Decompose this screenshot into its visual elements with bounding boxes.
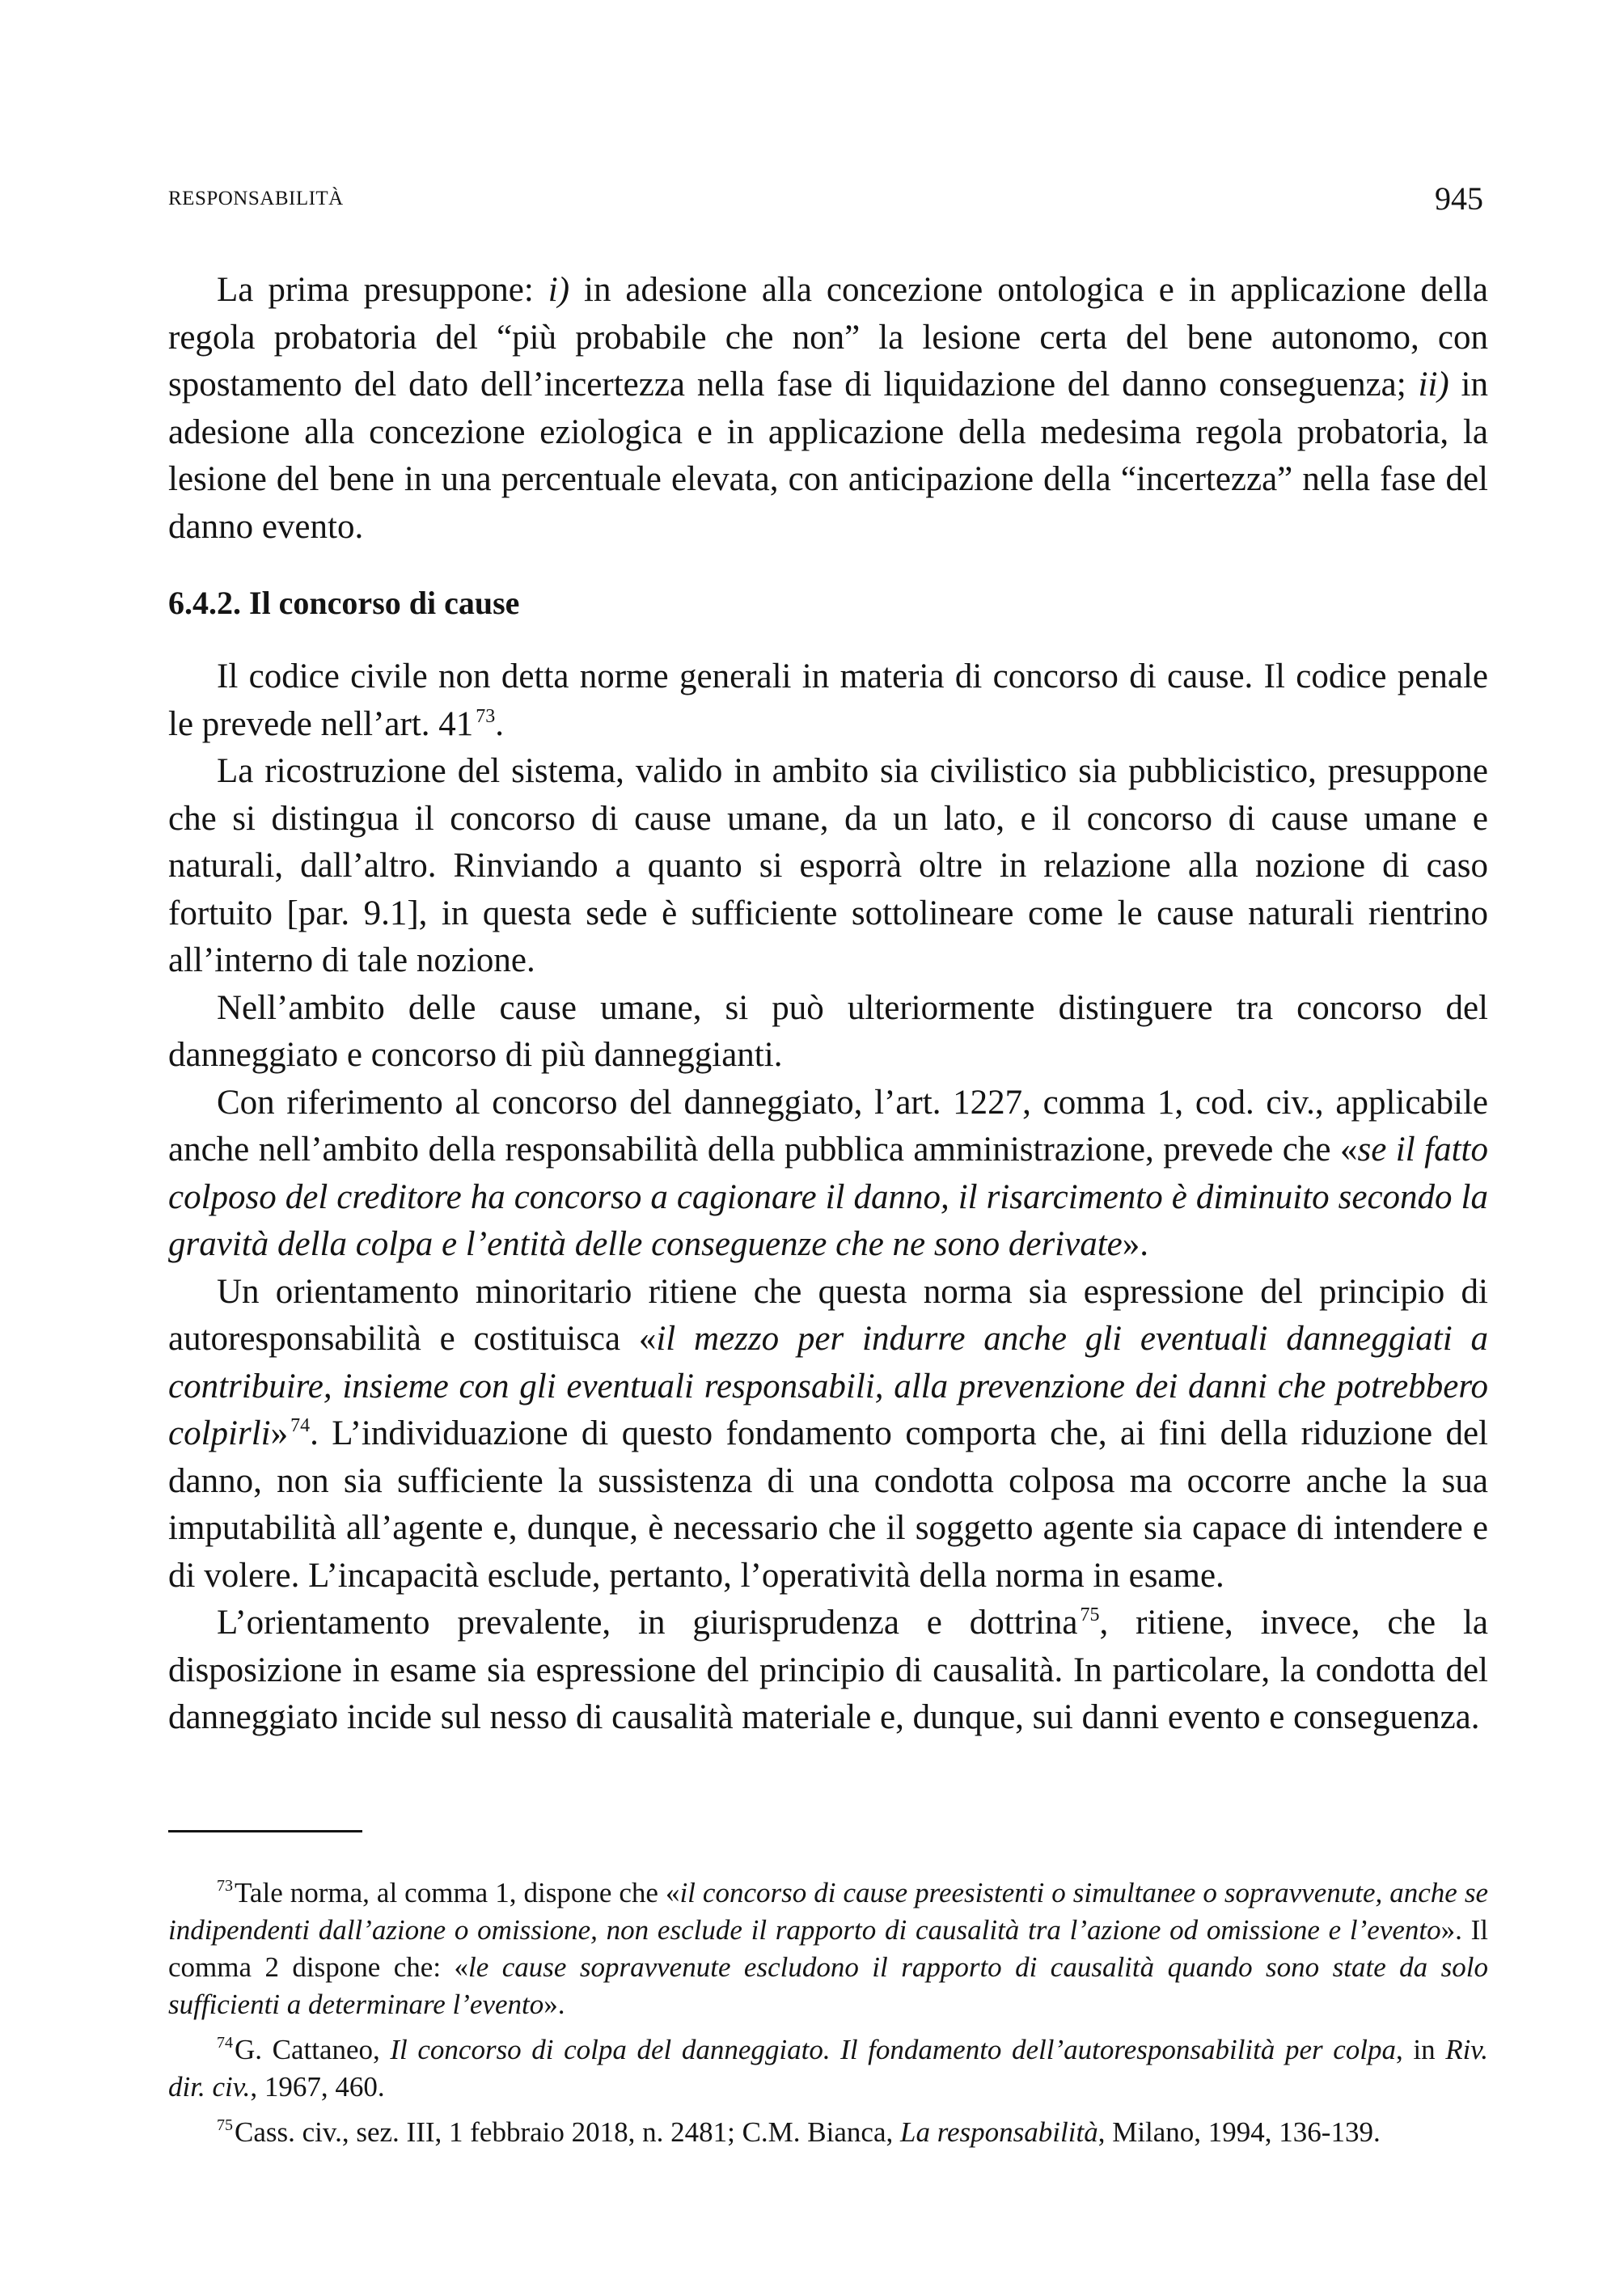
journal-title: Riv. dir. civ. xyxy=(168,2034,1488,2103)
footnote-divider xyxy=(168,1830,362,1832)
footnote-75 xyxy=(168,2114,1488,2151)
paragraph-3: Nell’ambito delle cause umane, si può ulteriormente distinguere tra concorso del danneggiato e concorso di più danneggianti. xyxy=(168,988,1488,1074)
work-title: La responsabilità xyxy=(899,2116,1098,2148)
text-run: , ritiene, invece, che la disposizione in esame sia espressione del principio di causalità. In particolare, la condotta del danneggiato incide sul nesso di causalità materiale e, dunque, sui danni evento e conseguenza. xyxy=(168,1604,1488,1736)
text-run: in adesione alla concezione ontologica e in applicazione della regola probatoria del “più probabile che non” la lesione certa del bene autonomo, con spostamento del dato dell’incertezza nella fase di liquidazione del danno conseguenza; xyxy=(168,271,1488,404)
quotation: se il fatto colposo del creditore ha concorso a cagionare il danno, il risarcimento è diminuito secondo la gravità della colpa e l’entità delle conseguenze che ne sono derivate xyxy=(168,1131,1488,1263)
page-number: 945 xyxy=(1435,180,1483,217)
text-run: Cass. civ., sez. III, 1 febbraio 2018, n. 2481; C.M. Bianca, xyxy=(235,2116,900,2148)
text-run: ». xyxy=(1122,1225,1148,1263)
footnote-74 xyxy=(168,2031,1488,2106)
text-run: . L’individuazione di questo fondamento comporta che, ai fini della riduzione del danno, non sia sufficiente la sussistenza di una condotta colposa ma occorre anche la sua imputabilità all’agente e, dunque, è necessario che il soggetto agente sia capace di intendere e di volere. L’incapacità esclude, pertanto, l’operatività della norma in esame. xyxy=(168,1414,1488,1595)
running-head-title: RESPONSABILITÀ xyxy=(168,188,344,209)
text-run: Un orientamento minoritario ritiene che questa norma sia espressione del principio di autoresponsabilità e costituisca « xyxy=(168,1272,1488,1358)
paragraph-6 xyxy=(168,1600,1488,1742)
paragraph-4 xyxy=(168,1080,1488,1269)
section-heading: 6.4.2. Il concorso di cause xyxy=(168,585,520,621)
text-run: La prima presuppone: xyxy=(217,271,548,309)
footnote-ref-74[interactable]: 74 xyxy=(290,1415,311,1436)
text-run: Il codice civile non detta norme generali in materia di concorso di cause. Il codice penale le prevede nell’art. 41 xyxy=(168,657,1488,743)
text-run: » xyxy=(270,1414,289,1452)
footnotes xyxy=(168,1875,1488,2159)
text-run: L’orientamento prevalente, in giurisprudenza e dottrina xyxy=(217,1604,1078,1642)
quotation: il concorso di cause preesistenti o simultanee o sopravvenute, anche se indipendenti dall’azione o omissione, non esclude il rapporto di causalità tra l’azione od omissione e l’evento xyxy=(168,1877,1489,1946)
paragraph-2: La ricostruzione del sistema, valido in ambito sia civilistico sia pubblicistico, presuppone che si distingua il concorso di cause umane, da un lato, e il concorso di cause umane e naturali, dall’altro. Rinviando a quanto si esporrà oltre in relazione alla nozione di caso fortuito [par. 9.1], in questa sede è sufficiente sottolineare come le cause naturali rientrino all’interno di tale nozione. xyxy=(168,752,1488,979)
section-body xyxy=(168,653,1488,1742)
text-run: . xyxy=(495,704,505,743)
footnote-73 xyxy=(168,1875,1488,2023)
footnote-ref-75[interactable]: 75 xyxy=(1080,1604,1100,1625)
text-run: Tale norma, al comma 1, dispone che « xyxy=(235,1877,680,1908)
text-run: G. Cattaneo, xyxy=(235,2034,391,2065)
intro-paragraph xyxy=(168,267,1488,551)
work-title: Il concorso di colpa del danneggiato. Il fondamento dell’autoresponsabilità per colpa xyxy=(390,2034,1397,2065)
footnote-number: 74 xyxy=(217,2034,233,2052)
text-run: ». Il comma 2 dispone che: « xyxy=(168,1914,1488,1983)
footnote-ref-73[interactable]: 73 xyxy=(476,705,496,727)
running-head xyxy=(168,180,1488,220)
intro-text xyxy=(168,267,1488,551)
paragraph-5 xyxy=(168,1269,1488,1600)
text-run: , Milano, 1994, 136-139. xyxy=(1097,2116,1381,2148)
text-run: ». xyxy=(543,1989,565,2020)
footnote-number: 75 xyxy=(217,2116,233,2134)
enumeration-marker: i) xyxy=(548,271,570,309)
paragraph-1 xyxy=(168,653,1488,748)
quotation: il mezzo per indurre anche gli eventuali danneggiati a contribuire, insieme con gli eventuali responsabili, alla prevenzione dei danni che potrebbero colpirli xyxy=(168,1320,1488,1452)
footnote-number: 73 xyxy=(217,1877,233,1895)
text-run: , 1967, 460. xyxy=(250,2071,385,2103)
quotation: le cause sopravvenute escludono il rapporto di causalità quando sono state da solo sufficienti a determinare l’evento xyxy=(168,1951,1488,2020)
text-run: , in xyxy=(1396,2034,1446,2065)
text-run: Con riferimento al concorso del danneggiato, l’art. 1227, comma 1, cod. civ., applicabile anche nell’ambito della responsabilità della pubblica amministrazione, prevede che « xyxy=(168,1083,1488,1169)
text-run: in adesione alla concezione eziologica e in applicazione della medesima regola probatoria, la lesione del bene in una percentuale elevata, con anticipazione della “incertezza” nella fase del danno evento. xyxy=(168,366,1488,546)
enumeration-marker: ii) xyxy=(1418,366,1449,404)
